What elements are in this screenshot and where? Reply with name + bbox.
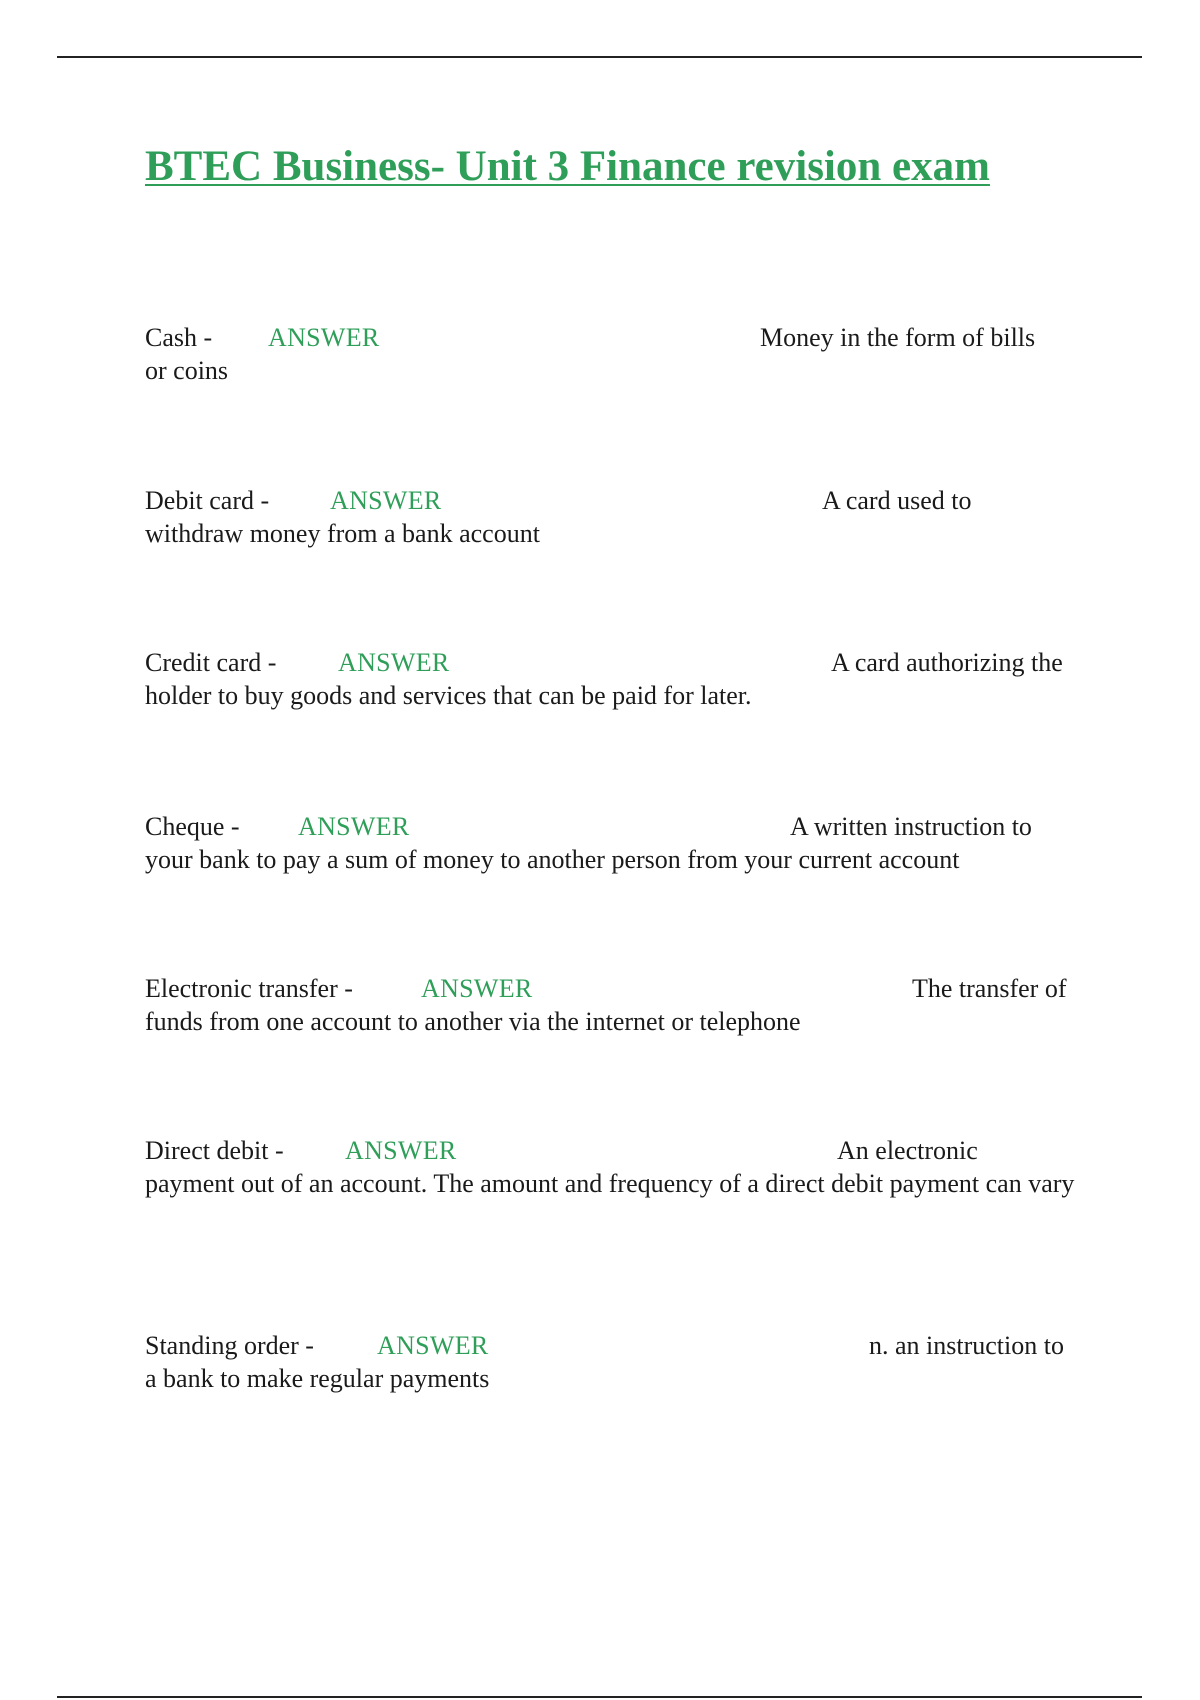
definition-start: A written instruction to	[790, 812, 1032, 841]
definition-continuation: a bank to make regular payments	[145, 1363, 490, 1393]
flashcard-entry-debit-card	[145, 485, 1085, 550]
answer-label: ANSWER	[338, 648, 450, 677]
flashcard-entry-standing-order	[145, 1330, 1085, 1395]
answer-label: ANSWER	[377, 1331, 489, 1360]
answer-label: ANSWER	[345, 1136, 457, 1165]
term-label: Debit card -	[145, 486, 270, 515]
term-label: Direct debit -	[145, 1136, 284, 1165]
definition-start: A card authorizing the	[831, 648, 1063, 677]
definition-start: A card used to	[822, 486, 972, 515]
definition-continuation: payment out of an account. The amount and frequency of a direct debit payment can vary	[145, 1168, 1075, 1198]
term-label: Standing order -	[145, 1331, 314, 1360]
definition-continuation: withdraw money from a bank account	[145, 518, 540, 548]
term-label: Cheque -	[145, 812, 240, 841]
answer-label: ANSWER	[421, 974, 533, 1003]
definition-start: An electronic	[837, 1136, 978, 1165]
definition-continuation: funds from one account to another via the internet or telephone	[145, 1006, 801, 1036]
top-rule	[57, 56, 1142, 58]
definition-continuation: holder to buy goods and services that can be paid for later.	[145, 680, 752, 710]
term-label: Credit card -	[145, 648, 277, 677]
page-title: BTEC Business- Unit 3 Finance revision exam	[145, 143, 990, 190]
term-label: Electronic transfer -	[145, 974, 353, 1003]
definition-continuation: or coins	[145, 355, 229, 385]
flashcard-entry-cheque	[145, 811, 1085, 876]
answer-label: ANSWER	[298, 812, 410, 841]
flashcard-entry-credit-card	[145, 647, 1085, 712]
definition-start: The transfer of	[912, 974, 1067, 1003]
definition-start: n. an instruction to	[869, 1331, 1064, 1360]
answer-label: ANSWER	[268, 323, 380, 352]
definition-continuation: your bank to pay a sum of money to another person from your current account	[145, 844, 960, 874]
flashcard-entry-electronic-transfer	[145, 973, 1085, 1038]
definition-start: Money in the form of bills	[760, 323, 1036, 352]
flashcard-entry-direct-debit	[145, 1135, 1085, 1200]
term-label: Cash -	[145, 323, 213, 352]
answer-label: ANSWER	[330, 486, 442, 515]
bottom-rule	[57, 1696, 1142, 1698]
flashcard-entry-cash	[145, 322, 1085, 387]
